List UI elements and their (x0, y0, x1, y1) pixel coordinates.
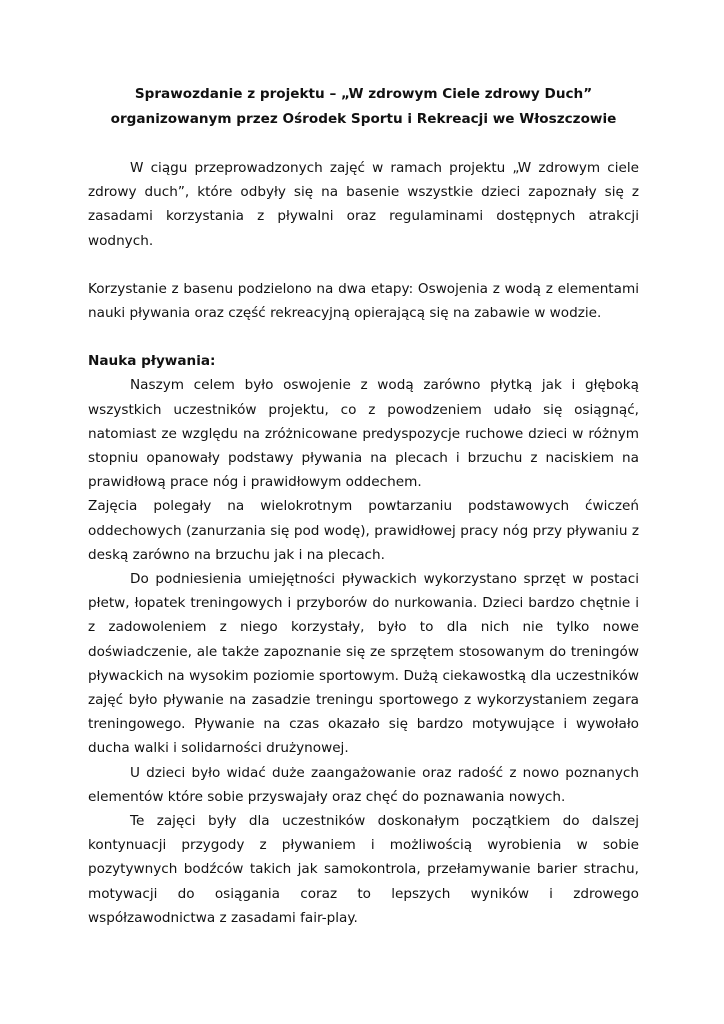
spacer (88, 253, 639, 277)
body-paragraph: Zajęcia polegały na wielokrotnym powtarzaniu podstawowych ćwiczeń oddechowych (zanurzania się pod wodę), prawidłowej pracy nóg przy pływaniu z deską zarówno na brzuchu jak i na plecach. (88, 498, 639, 563)
spacer (88, 325, 639, 349)
spacer (88, 131, 639, 156)
stages-paragraph: Korzystanie z basenu podzielono na dwa etapy: Oswojenia z wodą z elementami nauki pływania oraz część rekreacyjną opierającą się na zabawie w wodzie. (88, 280, 639, 322)
section-heading: Nauka pływania: (88, 353, 216, 370)
intro-paragraph: W ciągu przeprowadzonych zajęć w ramach projektu „W zdrowym ciele zdrowy duch”, które odbyły się na basenie wszystkie dzieci zapoznały się z zasadami korzystania z pływalni oraz regulaminami dostępnych atrakcji wodnych. (88, 160, 639, 249)
body-paragraph: Te zajęci były dla uczestników doskonałym początkiem do dalszej kontynuacji przygody z pływaniem i możliwością wyrobienia w sobie pozytywnych bodźców takich jak samokontrola, przełamywanie barier strachu, motywacji do osiągania coraz to lepszych wyników i zdrowego współzawodnictwa z zasadami fair-play. (88, 813, 639, 926)
document-title-line-1: Sprawozdanie z projektu – „W zdrowym Ciele zdrowy Duch” (134, 86, 593, 102)
document-title-line-2: organizowanym przez Ośrodek Sportu i Rekreacji we Włoszczowie (110, 110, 617, 127)
body-paragraph: Do podniesienia umiejętności pływackich wykorzystano sprzęt w postaci płetw, łopatek treningowych i przyborów do nurkowania. Dzieci bardzo chętnie i z zadowoleniem z niego korzystały, było to dla nich nie tylko nowe doświadczenie, ale także zapoznanie się ze sprzętem stosowanym do treningów pływackich na wysokim poziomie sportowym. Dużą ciekawostką dla uczestników zajęć było pływanie na zasadzie treningu sportowego z wykorzystaniem zegara treningowego. Pływanie na czas okazało się bardzo motywujące i wywołało ducha walki i solidarności drużynowej. (88, 571, 639, 757)
body-paragraph: Naszym celem było oswojenie z wodą zarówno płytką jak i głęboką wszystkich uczestników projektu, co z powodzeniem udało się osiągnąć, natomiast ze względu na zróżnicowane predyspozycje ruchowe dzieci w różnym stopniu opanowały podstawy pływania na plecach i brzuchu z naciskiem na prawidłową prace nóg i prawidłowym oddechem. (88, 377, 639, 491)
body-paragraph: U dzieci było widać duże zaangażowanie oraz radość z nowo poznanych elementów które sobie przyswajały oraz chęć do poznawania nowych. (88, 764, 639, 805)
document-page (88, 82, 639, 930)
